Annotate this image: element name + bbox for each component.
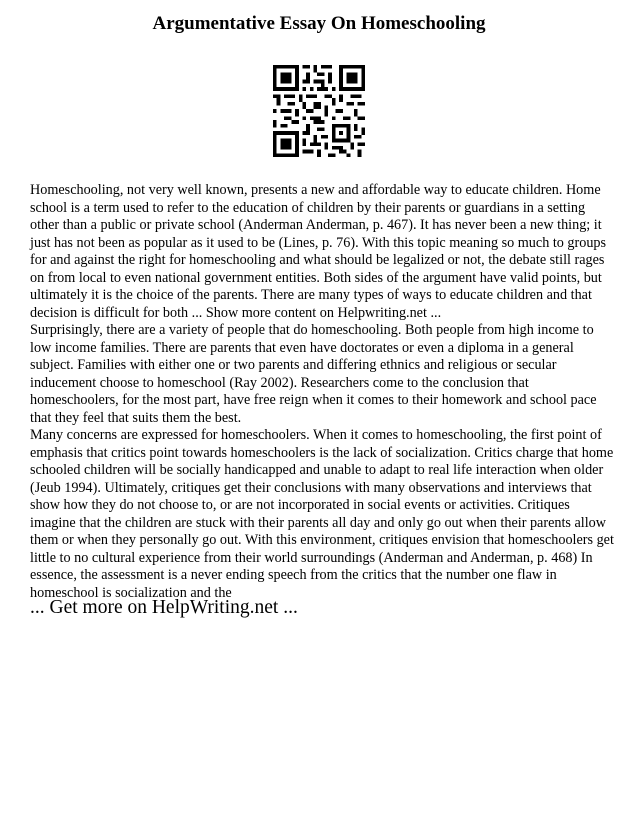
essay-body <box>30 182 614 602</box>
qr-code-icon <box>273 65 365 157</box>
essay-paragraph: Homeschooling, not very well known, presents a new and affordable way to educate children. Home school is a term used to refer to the education of children by their parents or guardians in a setting other than a public or private school (Anderman Anderman, p. 467). It has never been a new thing; it just has not been as popular as it used to be (Lines, p. 76). With this topic meaning so much to groups for and against the right for homeschooling and what should be legalized or not, the debate still rages on from local to even national government entities. Both sides of the argument have valid points, but ultimately it is the choice of the parents. There are many types of ways to educate children and that decision is difficult for both ... Show more content on Helpwriting.net ... <box>30 182 607 321</box>
get-more-link[interactable]: ... Get more on HelpWriting.net ... <box>30 597 298 618</box>
essay-paragraph: Many concerns are expressed for homeschoolers. When it comes to homeschooling, the first point of emphasis that critics point towards homeschoolers is the lack of socialization. Critics charge that home schooled children will be socially handicapped and unable to adapt to real life interaction when older (Jeub 1994). Ultimately, critiques get their conclusions with many observations and interviews that show how they do not choose to, or are not incorporated in social events or activities. Critiques imagine that the children are stuck with their parents all day and only go out when their parents allow them or when they personally go out. With this environment, critiques envision that homeschoolers get little to no cultural experience from their world surroundings (Anderman and Anderman, p. 468) In essence, the assessment is a never ending speech from the critics that the number one flaw in homeschool is socialization and the <box>30 427 614 601</box>
page-title: Argumentative Essay On Homeschooling <box>152 13 486 34</box>
essay-paragraph: Surprisingly, there are a variety of people that do homeschooling. Both people from high income to low income families. There are parents that even have doctorates or even a diploma in a general subject. Families with either one or two parents and differing ethnics and religious or secular inducement choose to homeschool (Ray 2002). Researchers come to the conclusion that homeschoolers, for the most part, have free reign when it comes to their homework and school pace that they feel that suits them the best. <box>30 322 597 426</box>
